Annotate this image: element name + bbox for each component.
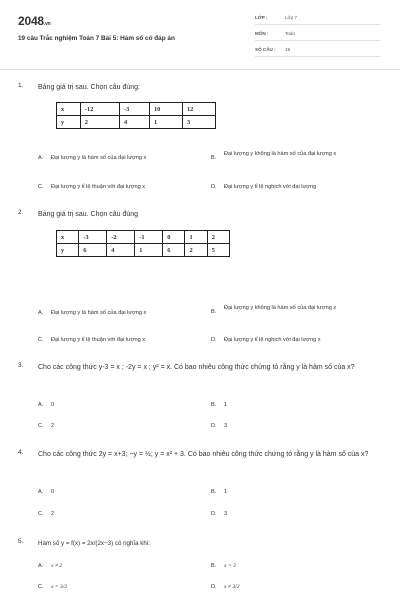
- option-letter: D.: [211, 511, 217, 517]
- question-text: Hàm số y = f(x) = 2x/(2x−3) có nghĩa khi:: [38, 540, 150, 547]
- table-cell: 4: [107, 244, 135, 257]
- question-3: [18, 362, 383, 432]
- question-text: Cho các công thức 2y = x+3; −y = ½; y = x² + 3. Có bao nhiêu công thức chứng tỏ rằng y là hàm số của x?: [38, 451, 369, 458]
- table-cell: 2: [185, 244, 207, 257]
- option-c[interactable]: [38, 183, 145, 192]
- table-cell: -12: [80, 103, 119, 116]
- option-c[interactable]: [38, 336, 145, 345]
- worksheet-title: 19 câu Trắc nghiệm Toán 7 Bài 5: Hàm số có đáp án: [18, 35, 175, 42]
- option-b[interactable]: [211, 562, 236, 571]
- option-letter: C.: [38, 184, 44, 190]
- option-text: Đại lượng y tỉ lệ nghịch với đại lượng: [224, 184, 317, 190]
- option-d[interactable]: [211, 336, 321, 345]
- option-b[interactable]: [211, 304, 379, 317]
- table-row-x: [57, 231, 230, 244]
- option-letter: A.: [38, 563, 44, 569]
- table-cell: y: [57, 116, 81, 129]
- option-text: Đại lượng y tỉ lệ thuận với đại lượng x: [51, 184, 146, 190]
- option-letter: B.: [211, 309, 217, 315]
- question-text: Bảng giá trị sau. Chọn câu đúng:: [38, 84, 140, 91]
- question-2: [18, 209, 383, 349]
- table-cell: 4: [120, 116, 150, 129]
- meta-row-class: [255, 13, 380, 25]
- table-cell: x: [57, 231, 79, 244]
- option-c[interactable]: [38, 422, 54, 431]
- table-cell: 5: [207, 244, 229, 257]
- option-letter: B.: [211, 402, 217, 408]
- option-b[interactable]: [211, 401, 227, 410]
- table-cell: 6: [79, 244, 107, 257]
- option-a[interactable]: [38, 309, 146, 318]
- option-letter: B.: [211, 563, 217, 569]
- option-letter: D.: [211, 184, 217, 190]
- option-text: 0: [51, 402, 55, 408]
- option-text: x = 3: [224, 563, 236, 569]
- meta-row-subject: [255, 29, 380, 41]
- table-cell: -2: [107, 231, 135, 244]
- option-text: 3: [224, 423, 228, 429]
- option-letter: D.: [211, 423, 217, 429]
- logo-suffix[interactable]: .vn: [43, 21, 51, 27]
- option-letter: A.: [38, 489, 44, 495]
- option-letter: A.: [38, 155, 44, 161]
- option-letter: D.: [211, 584, 217, 590]
- table-cell: 1: [135, 244, 163, 257]
- option-letter: C.: [38, 511, 44, 517]
- table-cell: 2: [207, 231, 229, 244]
- option-b[interactable]: [211, 150, 379, 163]
- option-text: 1: [224, 402, 228, 408]
- meta-value: 19: [285, 47, 291, 52]
- question-number: 1.: [18, 82, 24, 89]
- option-text: 2: [51, 511, 55, 517]
- option-c[interactable]: [38, 510, 54, 519]
- site-logo[interactable]: [18, 14, 51, 28]
- option-text: Đại lượng y là hàm số của đại lượng x: [51, 310, 147, 316]
- option-text: Đại lượng y tỉ lệ thuận với đại lượng x: [51, 337, 146, 343]
- option-text: Đại lượng y không là hàm số của đại lượng x: [224, 305, 337, 311]
- option-text: x ≠ 3/2: [224, 584, 240, 590]
- meta-row-count: [255, 45, 380, 57]
- option-a[interactable]: [38, 154, 146, 163]
- option-text: 2: [51, 423, 55, 429]
- option-text: x ≠ 2: [51, 563, 63, 569]
- option-text: 3: [224, 511, 228, 517]
- table-cell: 2: [80, 116, 119, 129]
- worksheet-header: [0, 0, 400, 70]
- table-cell: -3: [79, 231, 107, 244]
- question-1: [18, 82, 383, 197]
- option-letter: B.: [211, 155, 217, 161]
- table-cell: -1: [135, 231, 163, 244]
- table-cell: 1: [149, 116, 182, 129]
- question-number: 2.: [18, 209, 24, 216]
- logo-text[interactable]: 2048: [18, 14, 44, 28]
- option-text: x = 3/2: [51, 584, 68, 590]
- table-row-x: [57, 103, 216, 116]
- option-text: Đại lượng y tỉ lệ nghịch với đại lượng x: [224, 337, 321, 343]
- meta-block: [255, 13, 380, 61]
- table-cell: -3: [120, 103, 150, 116]
- meta-label: MÔN :: [255, 31, 269, 36]
- table-cell: 3: [182, 116, 215, 129]
- meta-value: Toán: [285, 31, 295, 36]
- question-number: 4.: [18, 449, 24, 456]
- option-d[interactable]: [211, 183, 316, 192]
- question-text: Cho các công thức y-3 = x ; -2y = x ; y² = x. Có bao nhiêu công thức chứng tỏ rằng y là hàm số của x?: [38, 364, 355, 371]
- table-cell: 0: [163, 231, 185, 244]
- option-letter: C.: [38, 337, 44, 343]
- table-cell: 10: [149, 103, 182, 116]
- question-number: 5.: [18, 538, 24, 545]
- option-letter: A.: [38, 402, 44, 408]
- table-cell: 1: [185, 231, 207, 244]
- question-5: [18, 538, 383, 598]
- value-table: [56, 230, 230, 257]
- table-row-y: [57, 244, 230, 257]
- meta-value: Lớp 7: [285, 15, 297, 20]
- option-d[interactable]: [211, 422, 227, 431]
- option-text: 0: [51, 489, 55, 495]
- option-text: 1: [224, 489, 228, 495]
- question-4: [18, 449, 383, 524]
- option-d[interactable]: [211, 510, 227, 519]
- option-a[interactable]: [38, 401, 54, 410]
- meta-label: LỚP :: [255, 15, 268, 20]
- option-text: Đại lượng y là hàm số của đại lượng x: [51, 155, 147, 161]
- option-letter: C.: [38, 584, 44, 590]
- option-letter: C.: [38, 423, 44, 429]
- option-d[interactable]: [211, 583, 240, 592]
- table-cell: 6: [163, 244, 185, 257]
- option-a[interactable]: [38, 488, 54, 497]
- table-row-y: [57, 116, 216, 129]
- option-letter: B.: [211, 489, 217, 495]
- meta-label: SỐ CÂU :: [255, 47, 276, 52]
- question-number: 3.: [18, 362, 24, 369]
- value-table: [56, 102, 216, 129]
- option-letter: D.: [211, 337, 217, 343]
- table-cell: y: [57, 244, 79, 257]
- option-c[interactable]: [38, 583, 67, 592]
- table-cell: 12: [182, 103, 215, 116]
- option-a[interactable]: [38, 562, 62, 571]
- option-letter: A.: [38, 310, 44, 316]
- question-text: Bảng giá trị sau. Chọn câu đúng: [38, 211, 139, 218]
- table-cell: x: [57, 103, 81, 116]
- option-text: Đại lượng y không là hàm số của đại lượng x: [224, 151, 337, 157]
- option-b[interactable]: [211, 488, 227, 497]
